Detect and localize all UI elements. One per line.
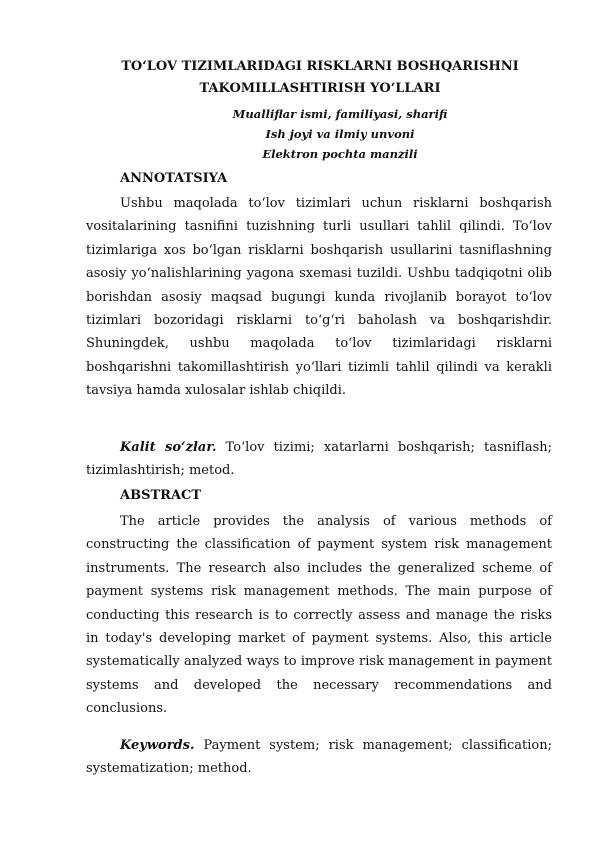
annotation-keywords [86, 436, 552, 483]
abstract-keywords-label: Keywords. [120, 738, 195, 753]
abstract-heading: ABSTRACT [120, 488, 202, 503]
paper-title-line-1: TO‘LOV TIZIMLARIDAGI RISKLARNI BOSHQARISHNI [121, 59, 519, 74]
annotation-text: Ushbu maqolada to‘lov tizimlari uchun risklarni boshqarish vositalarining tasnifini tuzishning turli usullari tahlil qilindi. To‘lov tizimlariga xos bo‘lgan risklarni boshqarish usullarini tasniflashning asosiy yo‘nalishlarining yagona sxemasi tuzildi. Ushbu tadqiqotni olib borishdan asosiy maqsad bugungi kunda rivojlanib borayot to‘lov tizimlari bozoridagi risklarni to‘g‘ri baholash va boshqarishdir. Shuningdek, ushbu maqolada to‘lov tizimlaridagi risklarni boshqarishni takomillashtirish yo‘llari tizimli tahlil qilindi va kerakli tavsiya hamda xulosalar ishlab chiqildi. [86, 196, 552, 399]
author-name: Mualliflar ismi, familiyasi, sharifi [232, 107, 448, 121]
annotation-keywords-label: Kalit so‘zlar. [120, 440, 217, 455]
annotation-heading: ANNOTATSIYA [120, 171, 228, 186]
abstract-keywords [86, 734, 552, 781]
annotation-keywords-text: To‘lov tizimi; xatarlarni boshqarish; tasniflash; tizimlashtirish; metod. [86, 440, 552, 479]
abstract-keywords-text: Payment system; risk management; classification; systematization; method. [86, 738, 552, 777]
paper-title-line-2: TAKOMILLASHTIRISH YO‘LLARI [199, 81, 441, 96]
author-email: Elektron pochta manzili [262, 147, 418, 161]
abstract-text: The article provides the analysis of various methods of constructing the classification of payment system risk management instruments. The research also includes the generalized scheme of payment systems risk management methods. The main purpose of conducting this research is to correctly assess and manage the risks in today's developing market of payment systems. Also, this article systematically analyzed ways to improve risk management in payment systems and developed the necessary recommendations and conclusions. [86, 514, 552, 717]
author-affiliation: Ish joyi va ilmiy unvoni [265, 127, 415, 141]
